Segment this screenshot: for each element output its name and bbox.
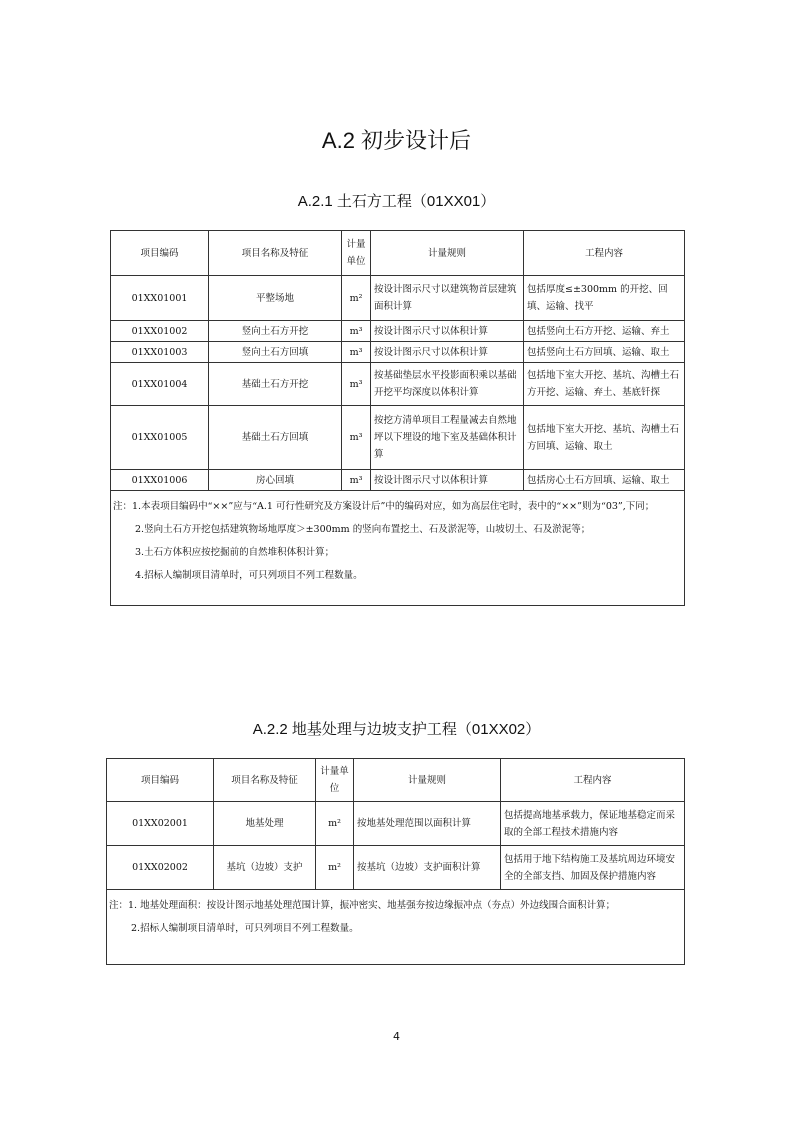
cell-rule: 按设计图示尺寸以体积计算 bbox=[371, 342, 524, 363]
cell-code: 01XX02002 bbox=[107, 846, 214, 890]
cell-name: 房心回填 bbox=[209, 470, 342, 491]
cell-name: 基础土石方回填 bbox=[209, 406, 342, 470]
table-notes bbox=[111, 491, 685, 606]
note-line: 4.招标人编制项目清单时，可只列项目不列工程数量。 bbox=[135, 570, 363, 581]
section-heading-earthwork: A.2.1 土石方工程（01XX01） bbox=[297, 193, 496, 210]
cell-name: 地基处理 bbox=[214, 802, 316, 846]
table-notes bbox=[107, 890, 685, 965]
col-header-code: 项目编码 bbox=[111, 231, 209, 276]
cell-name: 平整场地 bbox=[209, 276, 342, 321]
cell-unit: m³ bbox=[342, 363, 371, 406]
cell-rule: 按基础垫层水平投影面积乘以基础开挖平均深度以体积计算 bbox=[371, 363, 524, 406]
cell-name: 竖向土石方回填 bbox=[209, 342, 342, 363]
note-line: 注：1. 地基处理面积：按设计图示地基处理范围计算，振冲密实、地基强夯按边缘振冲点（夯点）外边线围合面积计算； bbox=[109, 900, 616, 911]
cell-unit: m³ bbox=[342, 321, 371, 342]
table-row bbox=[107, 846, 685, 890]
col-header-name: 项目名称及特征 bbox=[214, 759, 316, 802]
table-row bbox=[111, 406, 685, 470]
note-line: 2.竖向土石方开挖包括建筑物场地厚度＞±300mm 的竖向布置挖土、石及淤泥等，山坡切土、石及淤泥等； bbox=[135, 524, 591, 535]
col-header-code: 项目编码 bbox=[107, 759, 214, 802]
cell-unit: m³ bbox=[342, 470, 371, 491]
cell-rule: 按地基处理范围以面积计算 bbox=[354, 802, 501, 846]
foundation-table bbox=[106, 758, 685, 965]
table-row bbox=[111, 470, 685, 491]
note-line: 注：1.本表项目编码中“××”应与“A.1 可行性研究及方案设计后”中的编码对应，如为高层住宅时，表中的“××”则为“03”,下同； bbox=[113, 501, 655, 512]
cell-code: 01XX01003 bbox=[111, 342, 209, 363]
cell-rule: 按设计图示尺寸以建筑物首层建筑面积计算 bbox=[371, 276, 524, 321]
cell-content: 包括厚度≤±300mm 的开挖、回填、运输、找平 bbox=[524, 276, 685, 321]
cell-rule: 按挖方清单项目工程量减去自然地坪以下埋设的地下室及基础体积计算 bbox=[371, 406, 524, 470]
cell-code: 01XX01005 bbox=[111, 406, 209, 470]
cell-content: 包括地下室大开挖、基坑、沟槽土石方回填、运输、取土 bbox=[524, 406, 685, 470]
cell-code: 01XX02001 bbox=[107, 802, 214, 846]
table-row bbox=[111, 276, 685, 321]
page-title: A.2 初步设计后 bbox=[321, 128, 472, 153]
cell-code: 01XX01006 bbox=[111, 470, 209, 491]
cell-name: 基坑（边坡）支护 bbox=[214, 846, 316, 890]
note-line: 2.招标人编制项目清单时，可只列项目不列工程数量。 bbox=[131, 923, 359, 934]
col-header-unit: 计量单位 bbox=[342, 231, 371, 276]
col-header-content: 工程内容 bbox=[524, 231, 685, 276]
cell-name: 竖向土石方开挖 bbox=[209, 321, 342, 342]
cell-unit: m³ bbox=[342, 342, 371, 363]
col-header-rule: 计量规则 bbox=[371, 231, 524, 276]
col-header-unit: 计量单位 bbox=[316, 759, 354, 802]
cell-code: 01XX01002 bbox=[111, 321, 209, 342]
col-header-rule: 计量规则 bbox=[354, 759, 501, 802]
cell-content: 包括竖向土石方开挖、运输、弃土 bbox=[524, 321, 685, 342]
cell-code: 01XX01001 bbox=[111, 276, 209, 321]
cell-content: 包括用于地下结构施工及基坑周边环境安全的全部支挡、加固及保护措施内容 bbox=[501, 846, 685, 890]
col-header-name: 项目名称及特征 bbox=[209, 231, 342, 276]
note-line: 3.土石方体积应按挖掘前的自然堆积体积计算； bbox=[135, 547, 335, 558]
cell-content: 包括房心土石方回填、运输、取土 bbox=[524, 470, 685, 491]
cell-rule: 按基坑（边坡）支护面积计算 bbox=[354, 846, 501, 890]
cell-unit: m³ bbox=[342, 406, 371, 470]
cell-content: 包括地下室大开挖、基坑、沟槽土石方开挖、运输、弃土、基底钎探 bbox=[524, 363, 685, 406]
table-row bbox=[111, 363, 685, 406]
cell-content: 包括提高地基承载力，保证地基稳定而采取的全部工程技术措施内容 bbox=[501, 802, 685, 846]
cell-name: 基础土石方开挖 bbox=[209, 363, 342, 406]
cell-unit: m² bbox=[316, 846, 354, 890]
section-heading-foundation: A.2.2 地基处理与边坡支护工程（01XX02） bbox=[252, 721, 541, 738]
cell-unit: m² bbox=[342, 276, 371, 321]
page-number: 4 bbox=[393, 1030, 400, 1043]
cell-content: 包括竖向土石方回填、运输、取土 bbox=[524, 342, 685, 363]
table-row bbox=[111, 342, 685, 363]
col-header-content: 工程内容 bbox=[501, 759, 685, 802]
cell-rule: 按设计图示尺寸以体积计算 bbox=[371, 470, 524, 491]
earthwork-table bbox=[110, 230, 685, 606]
table-row bbox=[111, 321, 685, 342]
cell-code: 01XX01004 bbox=[111, 363, 209, 406]
table-row bbox=[107, 802, 685, 846]
cell-unit: m² bbox=[316, 802, 354, 846]
cell-rule: 按设计图示尺寸以体积计算 bbox=[371, 321, 524, 342]
